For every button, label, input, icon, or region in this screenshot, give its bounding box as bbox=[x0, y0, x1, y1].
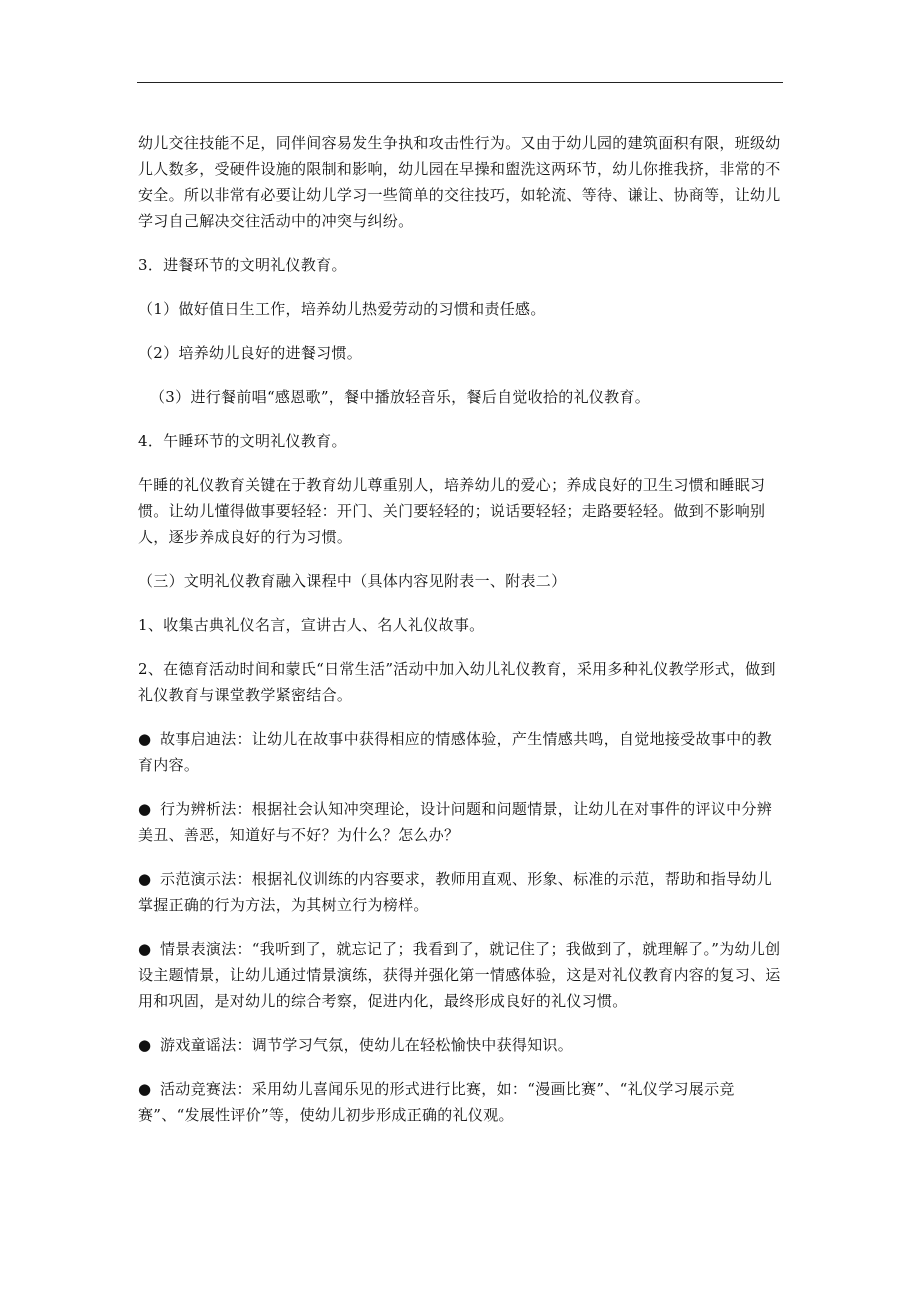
bullet-text: 游戏童谣法：调节学习气氛，使幼儿在轻松愉快中获得知识。 bbox=[160, 1036, 574, 1054]
list-item-curriculum-2: 2、在德育活动时间和蒙氏“日常生活”活动中加入幼儿礼仪教育，采用多种礼仪教学形式，做到礼仪教育与课堂教学紧密结合。 bbox=[138, 660, 776, 704]
bullet-text: 活动竞赛法：采用幼儿喜闻乐见的形式进行比赛，如：“漫画比赛”、“礼仪学习展示竞赛”、“发展性评价”等，使幼儿初步形成正确的礼仪观。 bbox=[138, 1080, 735, 1124]
bullet-text: 情景表演法：“我听到了，就忘记了；我看到了，就记住了；我做到了，就理解了。”为幼儿创设主题情景，让幼儿通过情景演练，获得并强化第一情感体验，这是对礼仪教育内容的复习、运用和巩固，是对幼儿的综合考察，促进内化，最终形成良好的礼仪习惯。 bbox=[138, 940, 781, 1010]
list-item-dining-2: （2）培养幼儿良好的进餐习惯。 bbox=[138, 344, 363, 362]
bullet-item-demonstration bbox=[138, 866, 786, 918]
bullet-item-story bbox=[138, 726, 786, 778]
bullet-text: 示范演示法：根据礼仪训练的内容要求，教师用直观、形象、标准的示范，帮助和指导幼儿掌握正确的行为方法，为其树立行为榜样。 bbox=[138, 870, 773, 914]
bullet-icon: ● bbox=[138, 1080, 152, 1098]
bullet-text: 行为辨析法：根据社会认知冲突理论，设计问题和问题情景，让幼儿在对事件的评议中分辨美丑、善恶，知道好与不好？为什么？怎么办？ bbox=[138, 800, 773, 844]
bullet-icon: ● bbox=[138, 1036, 152, 1054]
bullet-icon: ● bbox=[138, 940, 152, 958]
heading-curriculum: （三）文明礼仪教育融入课程中（具体内容见附表一、附表二） bbox=[138, 572, 567, 590]
bullet-item-behavior bbox=[138, 796, 786, 848]
bullet-item-roleplay bbox=[138, 936, 786, 1014]
document-body bbox=[138, 130, 786, 1128]
bullet-item-games bbox=[138, 1032, 786, 1058]
bullet-text: 故事启迪法：让幼儿在故事中获得相应的情感体验，产生情感共鸣，自觉地接受故事中的教育内容。 bbox=[138, 730, 773, 774]
list-item-curriculum-1: 1、收集古典礼仪名言，宣讲古人、名人礼仪故事。 bbox=[138, 616, 485, 634]
paragraph-nap-etiquette: 午睡的礼仪教育关键在于教育幼儿尊重别人，培养幼儿的爱心；养成良好的卫生习惯和睡眠习惯。让幼儿懂得做事要轻轻：开门、关门要轻轻的；说话要轻轻；走路要轻轻。做到不影响别人，逐步养成良好的行为习惯。 bbox=[138, 476, 766, 546]
bullet-icon: ● bbox=[138, 800, 152, 818]
bullet-icon: ● bbox=[138, 730, 152, 748]
list-item-dining-3: （3）进行餐前唱“感恩歌”，餐中播放轻音乐，餐后自觉收拾的礼仪教育。 bbox=[150, 388, 651, 406]
bullet-item-competition bbox=[138, 1076, 786, 1128]
heading-dining-etiquette: 3．进餐环节的文明礼仪教育。 bbox=[138, 256, 347, 274]
bullet-icon: ● bbox=[138, 870, 152, 888]
paragraph-social-skills: 幼儿交往技能不足，同伴间容易发生争执和攻击性行为。又由于幼儿园的建筑面积有限，班级幼儿人数多，受硬件设施的限制和影响，幼儿园在早操和盥洗这两环节，幼儿你推我挤，非常的不安全。所以非常有必要让幼儿学习一些简单的交往技巧，如轮流、等待、谦让、协商等，让幼儿学习自己解决交往活动中的冲突与纠纷。 bbox=[138, 134, 781, 230]
header-rule bbox=[137, 82, 783, 83]
heading-nap-etiquette: 4．午睡环节的文明礼仪教育。 bbox=[138, 432, 347, 450]
list-item-dining-1: （1）做好值日生工作，培养幼儿热爱劳动的习惯和责任感。 bbox=[138, 300, 546, 318]
